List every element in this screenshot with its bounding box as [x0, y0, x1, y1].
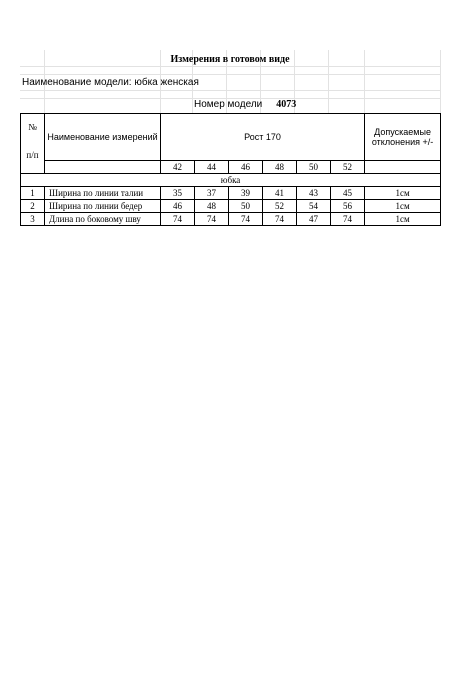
header-height: Рост 170 — [161, 114, 365, 161]
header-number: № п/п — [21, 114, 45, 174]
size-cell: 44 — [195, 161, 229, 174]
header-measure-name: Наименование измерений — [45, 114, 161, 161]
size-cell: 50 — [297, 161, 331, 174]
tolerance-cell: 1см — [365, 200, 441, 213]
tolerance-cell: 1см — [365, 187, 441, 200]
size-cell: 42 — [161, 161, 195, 174]
sizes-row — [21, 161, 441, 174]
measure-name: Ширина по линии бедер — [45, 200, 161, 213]
header-row — [21, 114, 441, 161]
section-row — [21, 174, 441, 187]
table-row: 2 Ширина по линии бедер 46 48 50 52 54 56 1см — [21, 200, 441, 213]
table-row: 1 Ширина по линии талии 35 37 39 41 43 45 1см — [21, 187, 441, 200]
header-tolerance: Допускаемые отклонения +/- — [365, 114, 441, 161]
model-number: 4073 — [276, 99, 297, 110]
size-cell: 46 — [229, 161, 263, 174]
table-row: 3 Длина по боковому шву 74 74 74 74 47 74 1см — [21, 213, 441, 226]
model-name: Наименование модели: юбка женская — [22, 77, 199, 88]
size-cell: 48 — [263, 161, 297, 174]
model-number-label: Номер модели — [194, 99, 263, 110]
section-label: юбка — [21, 174, 441, 187]
measure-name: Ширина по линии талии — [45, 187, 161, 200]
page-title: Измерения в готовом виде — [170, 54, 290, 65]
sizes-blank — [45, 161, 161, 174]
measure-name: Длина по боковому шву — [45, 213, 161, 226]
tolerance-cell: 1см — [365, 213, 441, 226]
model-number-line — [194, 99, 296, 110]
sizes-blank — [365, 161, 441, 174]
size-cell: 52 — [331, 161, 365, 174]
measurements-table — [20, 113, 441, 226]
